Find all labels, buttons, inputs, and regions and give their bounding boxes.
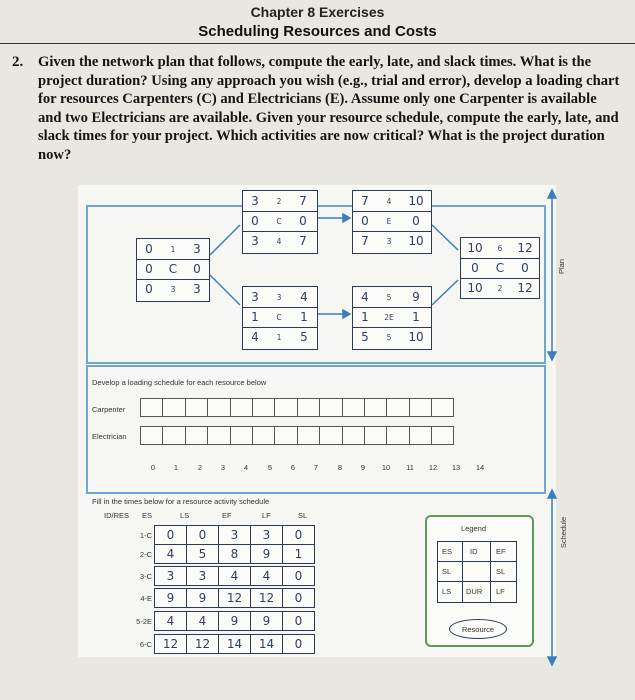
cell-es: 12	[154, 634, 187, 654]
node-4-resource: C	[495, 261, 505, 275]
cell-lf: 12	[250, 588, 283, 608]
legend-ls: LS	[442, 587, 452, 596]
node-4-es: 10	[467, 241, 483, 255]
cell-lf: 3	[250, 525, 283, 545]
cell-lf: 14	[250, 634, 283, 654]
cell-sl: 0	[282, 634, 315, 654]
schedule-axis-head	[548, 490, 556, 498]
cell-es: 0	[154, 525, 187, 545]
node-2-sl-right: 0	[299, 214, 307, 228]
cell-es: 4	[154, 611, 187, 631]
legend-resource-label: Resource	[461, 624, 495, 634]
loading-title: Develop a loading schedule for each resource below	[92, 378, 267, 387]
node-6-sl-right: 1	[412, 310, 420, 324]
node-4-ef: 12	[517, 241, 533, 255]
node-2-lf: 7	[299, 234, 307, 248]
header-sl: SL	[298, 511, 308, 520]
node-1-sl-right: 0	[193, 262, 201, 276]
legend-es: ES	[442, 547, 453, 556]
cell-lf: 4	[250, 566, 283, 586]
axis-tick-4: 4	[243, 463, 249, 472]
header-lf: LF	[262, 511, 271, 520]
legend-sl-right: SL	[496, 567, 506, 576]
node-2-ls: 3	[251, 234, 259, 248]
node-2-duration: 4	[276, 236, 282, 246]
row-label-2: 2-C	[139, 550, 152, 559]
node-3-ls: 7	[361, 234, 369, 248]
axis-tick-13: 13	[451, 463, 461, 472]
node-4-lf: 12	[517, 281, 533, 295]
node-2-sl-left: 0	[251, 214, 259, 228]
legend-node	[437, 541, 517, 603]
cell-lf: 9	[250, 544, 283, 564]
node-6-resource: 2E	[384, 312, 394, 322]
axis-tick-3: 3	[220, 463, 226, 472]
header-ls: LS	[180, 511, 190, 520]
row-label-1: 1-C	[139, 531, 152, 540]
cell-sl: 0	[282, 566, 315, 586]
chapter-title: Chapter 8 Exercises	[250, 4, 385, 20]
node-4-sl-left: 0	[471, 261, 479, 275]
node-5-duration: 1	[276, 332, 282, 342]
node-5-dur: 3	[276, 292, 282, 302]
node-1-es: 0	[145, 242, 153, 256]
axis-tick-8: 8	[337, 463, 343, 472]
cell-ef: 8	[218, 544, 251, 564]
node-1-ef: 3	[193, 242, 201, 256]
row-label-carpenter: Carpenter	[92, 405, 126, 414]
activity-node-1	[136, 238, 210, 302]
schedule-axis-tail	[548, 657, 556, 665]
table-row	[154, 611, 314, 631]
axis-tick-11: 11	[406, 463, 414, 472]
legend-id: ID	[470, 547, 478, 556]
node-1-duration: 3	[170, 284, 176, 294]
plan-side-label: Plan	[557, 258, 567, 275]
legend-dur: DUR	[466, 587, 483, 596]
node-5-lf: 5	[300, 330, 308, 344]
activity-node-2	[242, 190, 318, 254]
node-5-ef: 4	[300, 290, 308, 304]
activity-node-4	[460, 237, 540, 299]
cell-es: 4	[154, 544, 187, 564]
node-4-dur: 6	[497, 243, 503, 253]
cell-ef: 3	[218, 525, 251, 545]
node-4-ls: 10	[467, 281, 483, 295]
node-4-sl-right: 0	[521, 261, 529, 275]
cell-es: 9	[154, 588, 187, 608]
row-label-electrician: Electrician	[92, 432, 127, 441]
legend-resource	[449, 619, 507, 639]
axis-tick-12: 12	[428, 463, 438, 472]
node-2-resource: C	[276, 216, 282, 226]
axis-tick-9: 9	[360, 463, 366, 472]
node-5-sl-right: 1	[300, 310, 308, 324]
activity-node-3	[352, 190, 432, 254]
node-1-dur: 1	[170, 244, 176, 254]
node-1-ls: 0	[145, 282, 153, 296]
node-3-dur: 4	[386, 196, 392, 206]
node-3-duration: 3	[386, 236, 392, 246]
row-label-3: 3-C	[139, 572, 152, 581]
node-5-ls: 4	[251, 330, 259, 344]
node-6-ef: 9	[412, 290, 420, 304]
node-5-es: 3	[251, 290, 259, 304]
cell-ef: 14	[218, 634, 251, 654]
axis-tick-10: 10	[381, 463, 391, 472]
node-3-es: 7	[361, 194, 369, 208]
table-row	[154, 544, 314, 564]
header-id-res: ID/RES	[104, 511, 130, 520]
cell-sl: 1	[282, 544, 315, 564]
axis-tick-14: 14	[475, 463, 485, 472]
cell-ls: 0	[186, 525, 219, 545]
node-4-duration: 2	[497, 283, 503, 293]
axis-tick-2: 2	[197, 463, 203, 472]
node-6-es: 4	[361, 290, 369, 304]
row-label-4: 4-E	[140, 594, 152, 603]
electrician-grid	[140, 426, 453, 445]
node-1-lf: 3	[193, 282, 201, 296]
node-6-sl-left: 1	[361, 310, 369, 324]
arrow-1-2	[210, 225, 240, 255]
table-row	[154, 634, 314, 654]
cell-sl: 0	[282, 611, 315, 631]
node-1-sl-left: 0	[145, 262, 153, 276]
cell-ls: 3	[186, 566, 219, 586]
node-3-ef: 10	[408, 194, 424, 208]
node-3-resource: E	[386, 216, 392, 226]
axis-tick-0: 0	[150, 463, 156, 472]
legend-sl-left: SL	[442, 567, 452, 576]
arrow-3-4	[432, 225, 458, 250]
legend-title: Legend	[461, 524, 487, 533]
table-row	[154, 588, 314, 608]
cell-ls: 9	[186, 588, 219, 608]
arrowhead-5-6	[343, 310, 350, 318]
carpenter-grid	[140, 398, 453, 417]
plan-axis-tail	[548, 352, 556, 360]
node-6-ls: 5	[361, 330, 369, 344]
axis-tick-6: 6	[290, 463, 296, 472]
legend-ef: EF	[496, 547, 506, 556]
header-es: ES	[142, 511, 153, 520]
cell-sl: 0	[282, 588, 315, 608]
cell-ef: 4	[218, 566, 251, 586]
plan-axis-head	[548, 190, 556, 198]
axis-tick-1: 1	[173, 463, 179, 472]
question-number: 2.	[12, 54, 24, 70]
node-3-sl-left: 0	[361, 214, 369, 228]
schedule-title: Fill in the times below for a resource activity schedule	[92, 497, 270, 506]
node-3-sl-right: 0	[412, 214, 420, 228]
arrowhead-2-3	[343, 214, 350, 222]
cell-ls: 5	[186, 544, 219, 564]
cell-ls: 4	[186, 611, 219, 631]
table-row	[154, 525, 314, 545]
cell-sl: 0	[282, 525, 315, 545]
activity-node-6	[352, 286, 432, 350]
cell-ef: 12	[218, 588, 251, 608]
node-6-lf: 10	[408, 330, 424, 344]
table-row	[154, 566, 314, 586]
node-2-ef: 7	[299, 194, 307, 208]
axis-tick-7: 7	[313, 463, 319, 472]
header-ef: EF	[222, 511, 232, 520]
cell-ls: 12	[186, 634, 219, 654]
cell-es: 3	[154, 566, 187, 586]
schedule-side-label: Schedule	[559, 516, 569, 549]
node-1-resource: C	[168, 262, 178, 276]
activity-node-5	[242, 286, 318, 350]
row-label-5: 5-2E	[136, 617, 152, 626]
question-text: Given the network plan that follows, compute the early, late, and slack times. What is the project duration? Using any approach you wish (e.g., trial and error), develop a loading chart for resources Carpenters (C) and Electricians (E). Assume only one Carpenter is available and two Electricians are available. Given your resource schedule, compute the early, late, and slack times for your project. Which activities are now critical? What is the project duration now?	[38, 54, 620, 163]
legend-lf: LF	[496, 587, 505, 596]
node-6-dur: 5	[386, 292, 392, 302]
node-5-sl-left: 1	[251, 310, 259, 324]
section-title: Scheduling Resources and Costs	[198, 23, 437, 40]
arrow-6-4	[432, 280, 458, 305]
row-label-6: 6-C	[139, 640, 152, 649]
node-2-dur: 2	[276, 196, 282, 206]
arrow-1-5	[210, 275, 240, 305]
cell-ef: 9	[218, 611, 251, 631]
node-2-es: 3	[251, 194, 259, 208]
legend-box	[425, 515, 534, 647]
node-3-lf: 10	[408, 234, 424, 248]
node-5-resource: C	[276, 312, 282, 322]
node-6-duration: 5	[386, 332, 392, 342]
axis-tick-5: 5	[267, 463, 273, 472]
cell-lf: 9	[250, 611, 283, 631]
